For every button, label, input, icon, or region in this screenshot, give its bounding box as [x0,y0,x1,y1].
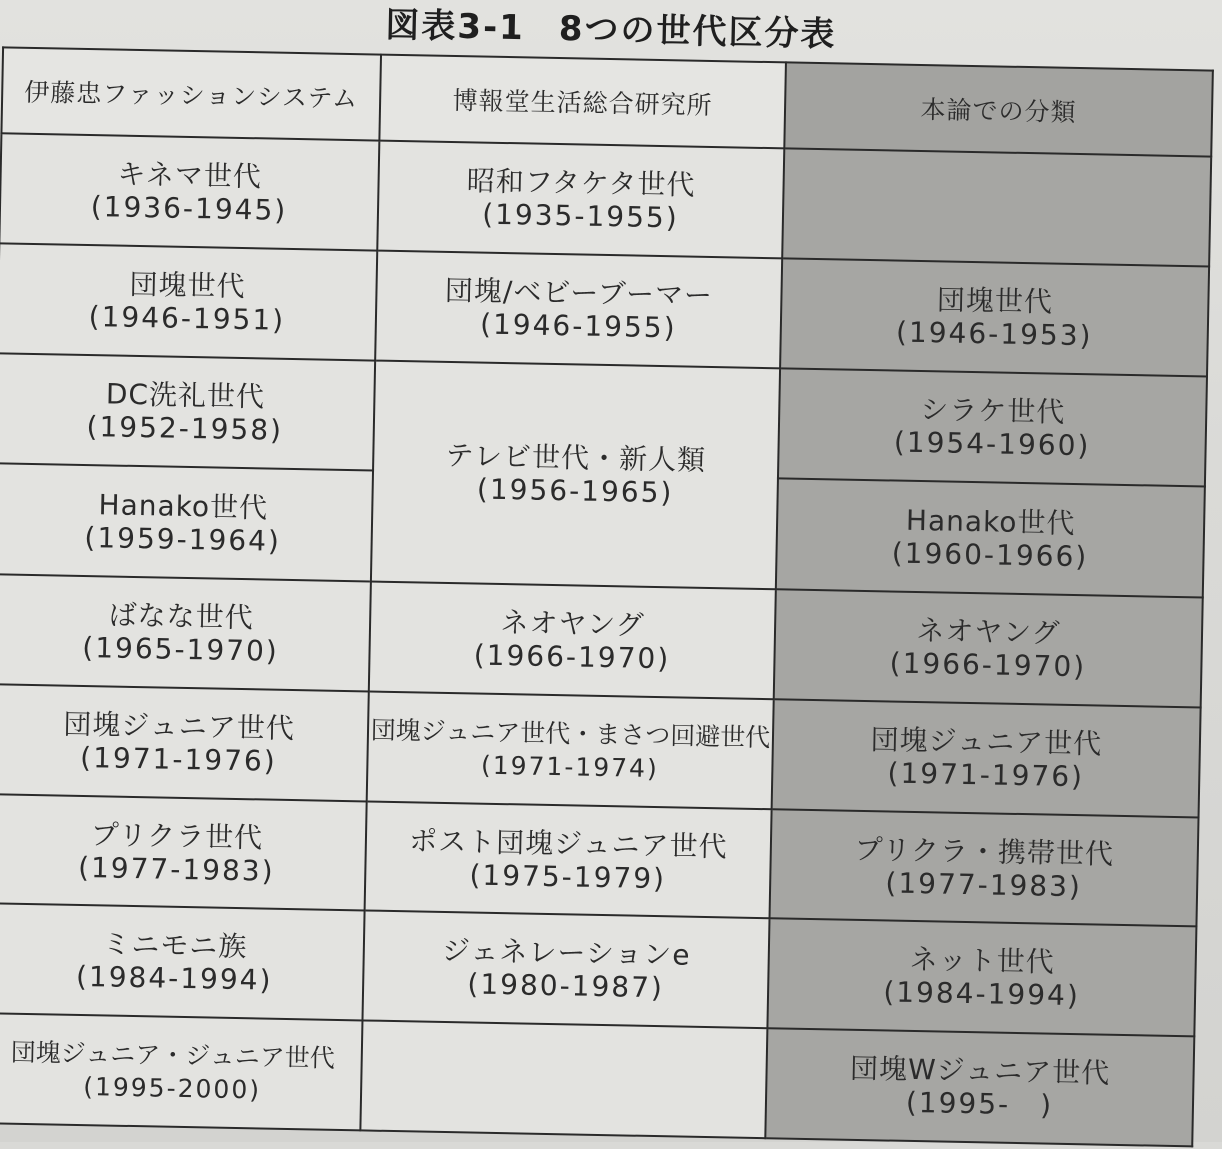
hakuhodo-cell [369,582,776,700]
generation-name: ネオヤング [916,614,1061,650]
hakuhodo-cell [365,801,772,919]
generation-name: ネット世代 [909,943,1056,980]
generation-years: (1946-1953) [895,315,1093,352]
generation-name: DC洗礼世代 [105,377,266,414]
hakuhodo-cell [377,141,784,259]
generation-name: プリクラ世代 [90,817,264,855]
generation-table [0,46,1214,1147]
generation-years: (1995-2000) [82,1072,262,1105]
hakuhodo-cell-merged [371,360,780,589]
generation-name: ジェネレーションe [441,934,691,973]
header-itochu: 伊藤忠ファッションシステム [1,47,381,140]
itochu-cell [0,133,379,250]
generation-years: (1966-1970) [473,638,671,676]
generation-years: (1936-1945) [90,189,288,227]
generation-years: (1952-1958) [86,409,284,447]
generation-name: テレビ世代・新人類 [445,439,707,478]
generation-name: 団塊ジュニア世代・まさつ回避世代 [370,715,771,752]
generation-years: (1965-1970) [82,631,280,668]
itochu-cell [0,904,365,1021]
this-paper-cell [770,809,1199,927]
generation-name: 団塊世代 [129,267,246,303]
generation-years: (1977-1983) [77,850,275,888]
generation-years: (1984-1994) [883,975,1081,1013]
generation-years: (1966-1970) [889,646,1087,684]
generation-name: シラケ世代 [919,392,1066,429]
generation-years: (1975-1979) [469,858,667,895]
generation-years: (1946-1951) [88,299,286,337]
itochu-cell [0,794,367,911]
this-paper-cell [776,479,1205,598]
this-paper-cell-empty [782,148,1211,266]
itochu-cell [0,243,377,360]
generation-name: ポスト団塊ジュニア世代 [408,823,728,863]
itochu-cell [0,684,369,801]
this-paper-cell [767,919,1196,1037]
generation-years: (1971-1974) [480,750,660,783]
itochu-cell [0,464,373,582]
generation-name: ミニモニ族 [102,927,248,964]
header-hakuhodo: 博報堂生活総合研究所 [379,55,786,149]
table-row [0,1013,1194,1146]
generation-years: (1995- ) [905,1085,1054,1122]
this-paper-cell [780,258,1209,376]
generation-name: 昭和フタケタ世代 [466,164,696,202]
generation-years: (1956-1965) [476,472,674,510]
generation-years: (1935-1955) [481,197,679,235]
generation-name: 団塊ジュニア世代 [63,707,296,745]
hakuhodo-cell [367,691,774,809]
this-paper-cell [765,1028,1194,1146]
generation-name: Hanako世代 [98,488,269,525]
generation-table-container [0,46,1218,1149]
generation-name: 団塊Wジュニア世代 [849,1051,1111,1090]
generation-name: Hanako世代 [905,503,1076,540]
generation-years: (1984-1994) [75,960,273,998]
generation-name: ばなな世代 [108,598,255,635]
itochu-cell [0,574,371,691]
itochu-cell [0,1013,362,1130]
figure-title-text: 8つの世代区分表 [558,8,837,55]
header-this-paper: 本論での分類 [784,62,1213,156]
generation-years: (1946-1955) [479,307,677,344]
generation-years: (1980-1987) [467,967,665,1005]
this-paper-cell [774,589,1203,707]
generation-years: (1971-1976) [79,740,277,778]
generation-name: プリクラ・携帯世代 [854,832,1115,871]
generation-years: (1971-1976) [887,756,1085,794]
this-paper-cell [772,699,1201,817]
hakuhodo-cell-empty [360,1021,767,1139]
generation-years: (1959-1964) [84,520,282,558]
generation-name: ネオヤング [500,606,646,642]
generation-name: 団塊世代 [936,282,1054,319]
hakuhodo-cell [362,911,769,1029]
generation-name: 団塊ジュニア・ジュニア世代 [10,1037,336,1074]
generation-years: (1977-1983) [885,866,1083,903]
hakuhodo-cell [375,250,782,368]
this-paper-cell [778,368,1207,487]
generation-name: 団塊/ベビーブーマー [444,273,714,312]
figure-code: 図表3-1 [384,5,526,49]
itochu-cell [0,353,375,471]
generation-name: 団塊ジュニア世代 [870,722,1103,761]
generation-name: キネマ世代 [117,157,263,194]
generation-years: (1954-1960) [893,425,1091,463]
generation-years: (1960-1966) [891,536,1089,574]
